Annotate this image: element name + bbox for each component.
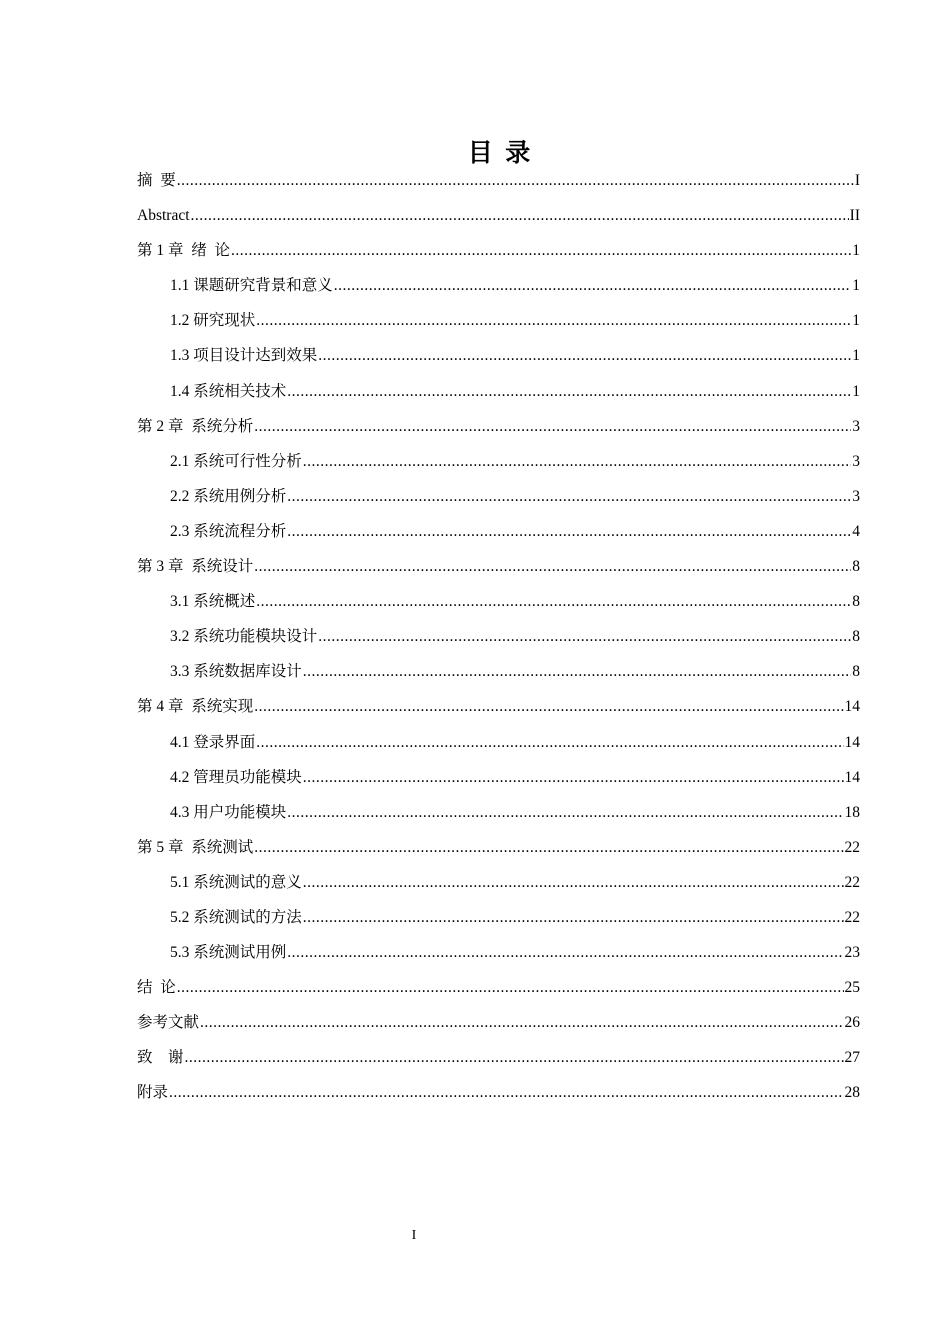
toc-leader-dots	[287, 799, 843, 827]
page-number: I	[411, 1228, 417, 1243]
toc-leader-dots	[287, 483, 851, 511]
toc-entry-page: 14	[844, 768, 860, 786]
toc-leader-dots	[254, 413, 851, 441]
toc-entry[interactable]	[137, 974, 860, 1009]
toc-entry-page: 23	[844, 944, 860, 962]
table-of-contents	[137, 167, 860, 1115]
toc-entry-page: 26	[844, 1014, 860, 1032]
toc-entry-label: 3.3 系统数据库设计	[170, 663, 302, 681]
toc-entry-page: 3	[852, 487, 860, 505]
toc-entry[interactable]	[137, 448, 860, 483]
toc-entry-page: 1	[852, 242, 860, 260]
toc-leader-dots	[177, 974, 844, 1002]
toc-entry-page: 4	[852, 522, 860, 540]
toc-entry-label: 5.3 系统测试用例	[170, 944, 287, 962]
toc-entry-page: 22	[844, 838, 860, 856]
toc-entry-label: 3.1 系统概述	[170, 593, 256, 611]
toc-entry[interactable]	[137, 904, 860, 939]
toc-entry-label: 4.3 用户功能模块	[170, 803, 287, 821]
toc-leader-dots	[303, 904, 844, 932]
toc-entry[interactable]	[137, 834, 860, 869]
toc-entry-label: 1.3 项目设计达到效果	[170, 347, 318, 365]
toc-leader-dots	[191, 202, 849, 230]
toc-entry[interactable]	[137, 693, 860, 728]
toc-entry-page: 22	[844, 908, 860, 926]
toc-entry-page: II	[849, 207, 860, 225]
toc-entry-page: 1	[852, 277, 860, 295]
toc-entry-label: 1.4 系统相关技术	[170, 382, 287, 400]
toc-entry-page: 8	[852, 663, 860, 681]
toc-leader-dots	[303, 869, 844, 897]
toc-entry-label: 5.2 系统测试的方法	[170, 908, 302, 926]
toc-entry[interactable]	[137, 342, 860, 377]
toc-entry-label: 摘 要	[137, 172, 176, 189]
toc-leader-dots	[287, 378, 851, 406]
toc-entry-label: 4.2 管理员功能模块	[170, 768, 302, 786]
toc-entry-label: 第 4 章 系统实现	[137, 698, 254, 716]
toc-entry[interactable]	[137, 799, 860, 834]
toc-entry-page: 27	[844, 1049, 860, 1067]
toc-leader-dots	[254, 693, 843, 721]
toc-entry-page: 3	[852, 417, 860, 435]
toc-entry-page: 18	[844, 803, 860, 821]
toc-leader-dots	[287, 939, 843, 967]
toc-entry-page: 8	[852, 558, 860, 576]
toc-entry[interactable]	[137, 1079, 860, 1114]
toc-title: 目 录	[467, 140, 531, 167]
toc-entry[interactable]	[137, 1009, 860, 1044]
toc-leader-dots	[256, 307, 851, 335]
toc-entry-label: 1.2 研究现状	[170, 312, 256, 330]
toc-leader-dots	[287, 518, 851, 546]
toc-entry-page: 22	[844, 873, 860, 891]
toc-entry[interactable]	[137, 483, 860, 518]
toc-entry-label: 2.3 系统流程分析	[170, 522, 287, 540]
toc-leader-dots	[318, 623, 851, 651]
toc-entry[interactable]	[137, 167, 860, 202]
toc-leader-dots	[303, 448, 851, 476]
toc-entry[interactable]	[137, 553, 860, 588]
toc-entry-label: 3.2 系统功能模块设计	[170, 628, 318, 646]
toc-leader-dots	[177, 167, 854, 195]
toc-entry-page: 3	[852, 452, 860, 470]
toc-entry-label: 结 论	[137, 979, 176, 997]
toc-entry[interactable]	[137, 307, 860, 342]
toc-entry-page: 8	[852, 593, 860, 611]
toc-leader-dots	[200, 1009, 843, 1037]
toc-entry[interactable]	[137, 1044, 860, 1079]
toc-entry-page: 1	[852, 347, 860, 365]
toc-entry[interactable]	[137, 518, 860, 553]
toc-leader-dots	[169, 1079, 843, 1107]
toc-entry-label: 第 3 章 系统设计	[137, 558, 254, 576]
toc-leader-dots	[254, 834, 843, 862]
toc-leader-dots	[303, 764, 844, 792]
toc-leader-dots	[256, 588, 851, 616]
toc-entry[interactable]	[137, 588, 860, 623]
toc-entry-label: 第 5 章 系统测试	[137, 838, 254, 856]
toc-entry[interactable]	[137, 658, 860, 693]
toc-entry-label: 参考文献	[137, 1014, 200, 1032]
toc-entry[interactable]	[137, 764, 860, 799]
toc-entry[interactable]	[137, 272, 860, 307]
toc-entry[interactable]	[137, 237, 860, 272]
toc-entry-label: 附录	[137, 1084, 169, 1102]
toc-entry-label: 致 谢	[137, 1049, 184, 1067]
toc-entry-label: 1.1 课题研究背景和意义	[170, 277, 333, 295]
toc-leader-dots	[185, 1044, 844, 1072]
toc-entry-label: 第 1 章 绪 论	[137, 242, 231, 260]
toc-entry-label: 2.2 系统用例分析	[170, 487, 287, 505]
toc-entry[interactable]	[137, 202, 860, 237]
toc-entry-page: 8	[852, 628, 860, 646]
toc-entry-page: 25	[844, 979, 860, 997]
toc-leader-dots	[334, 272, 851, 300]
toc-entry-page: 1	[852, 312, 860, 330]
toc-leader-dots	[254, 553, 851, 581]
toc-entry[interactable]	[137, 729, 860, 764]
toc-entry[interactable]	[137, 869, 860, 904]
toc-entry[interactable]	[137, 378, 860, 413]
toc-entry-page: 1	[852, 382, 860, 400]
toc-leader-dots	[256, 729, 843, 757]
toc-entry-label: Abstract	[137, 207, 190, 225]
toc-entry-label: 4.1 登录界面	[170, 733, 256, 751]
toc-entry-page: I	[854, 172, 860, 189]
toc-entry[interactable]	[137, 623, 860, 658]
toc-leader-dots	[231, 237, 851, 265]
toc-entry[interactable]	[137, 939, 860, 974]
toc-entry-page: 14	[844, 733, 860, 751]
toc-entry[interactable]	[137, 413, 860, 448]
toc-entry-label: 2.1 系统可行性分析	[170, 452, 302, 470]
toc-entry-page: 14	[844, 698, 860, 716]
toc-entry-label: 第 2 章 系统分析	[137, 417, 254, 435]
toc-leader-dots	[303, 658, 851, 686]
toc-leader-dots	[318, 342, 851, 370]
toc-entry-label: 5.1 系统测试的意义	[170, 873, 302, 891]
toc-entry-page: 28	[844, 1084, 860, 1102]
